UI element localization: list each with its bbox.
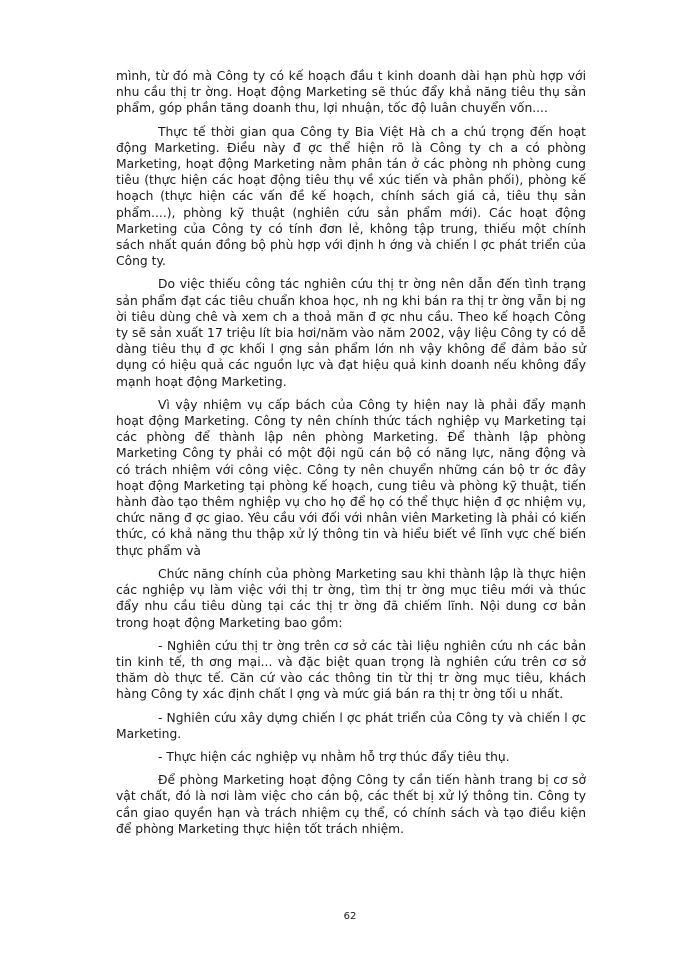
bullet-3: - Thực hiện các nghiệp vụ nhằm hỗ trợ thúc đẩy tiêu thụ. <box>158 749 510 764</box>
bullet-2: - Nghiên cứu xây dựng chiến l ợc phát triển của Công ty và chiến l ợc Marketing. <box>116 710 586 741</box>
page-number: 62 <box>343 911 357 922</box>
paragraph-1: mình, từ đó mà Công ty có kế hoạch đầu t kinh doanh dài hạn phù hợp với nhu cầu thị tr ờng. Hoạt động Marketing sẽ thúc đẩy khả năng tiêu thụ sản phẩm, góp phần tăng doanh thu, lợi nhuận, tốc độ luân chuyển vốn.... <box>116 69 586 116</box>
paragraph-3: Do việc thiếu công tác nghiên cứu thị tr ờng nên dẫn đến tình trạng sản phẩm đạt các tiêu chuẩn khoa học, nh ng khi bán ra thị tr ờng vẫn bị ng ời tiêu dùng chê và xem ch a thoả mãn đ ợc nhu cầu. Theo kế hoạch Công ty sẽ sản xuất 17 triệu lít bia hơi/năm vào năm 2002, vậy liệu Công ty có dễ dàng tiêu thụ đ ợc khối l ợng sản phẩm lớn nh vậy không để đảm bảo sử dụng có hiệu quả các nguồn lực và đạt hiệu quả kinh doanh nếu không đẩy mạnh hoạt động Marketing. <box>116 277 586 389</box>
paragraph-2: Thực tế thời gian qua Công ty Bia Việt Hà ch a chú trọng đến hoạt động Marketing. Điều này đ ợc thể hiện rõ là Công ty ch a có phòng Marketing, hoạt động Marketing nằm phân tán ở các phòng nh phòng cung tiêu (thực hiện các hoạt động tiêu thụ về xúc tiến và phân phối), phòng kế hoạch (thực hiện các vấn đề kế hoạch, chính sách giá cả, tiêu thụ sản phẩm....), phòng kỹ thuật (nghiên cứu sản phẩm mới). Các hoạt động Marketing của Công ty có tính đơn lẻ, không tập trung, thiếu một chính sách nhất quán đồng bộ phù hợp với định h ớng và chiến l ợc phát triển của Công ty. <box>116 124 586 269</box>
body-text <box>116 68 586 837</box>
paragraph-4: Vì vậy nhiệm vụ cấp bách của Công ty hiện nay là phải đẩy mạnh hoạt động Marketing. Công ty nên chính thức tách nghiệp vụ Marketing tại các phòng để thành lập nên phòng Marketing. Để thành lập phòng Marketing Công ty phải có một đội ngũ cán bộ có năng lực, năng động và có trách nhiệm với công việc. Công ty nên chuyển những cán bộ tr ớc đây hoạt động Marketing tại phòng kế hoạch, cung tiêu và phòng kỹ thuật, tiến hành đào tạo thêm nghiệp vụ cho họ để họ có thể thực hiện đ ợc nhiệm vụ, chức năng đ ợc giao. Yêu cầu với đối với nhân viên Marketing là phải có kiến thức, có khả năng thu thập xử lý thông tin và hiểu biết về lĩnh vực chế biến thực phẩm và <box>116 397 586 558</box>
paragraph-6: Để phòng Marketing hoạt động Công ty cần tiến hành trang bị cơ sở vật chất, đó là nơi làm việc cho cán bộ, các thết bị xử lý thông tin. Công ty cần giao quyền hạn và trách nhiệm cụ thể, có chính sách và tạo điều kiện để phòng Marketing thực hiện tốt trách nhiệm. <box>116 773 586 836</box>
bullet-1: - Nghiên cứu thị tr ờng trên cơ sở các tài liệu nghiên cứu nh các bản tin kinh tế, th ơng mại... và đặc biệt quan trọng là nghiên cứu trên cơ sở thăm dò thực tế. Căn cứ vào các thông tin từ thị tr ờng mục tiêu, khách hàng Công ty xác định chất l ợng và mức giá bán ra thị tr ờng tối u nhất. <box>116 638 586 702</box>
paragraph-5: Chức năng chính của phòng Marketing sau khi thành lập là thực hiện các nghiệp vụ làm việc với thị tr ờng, tìm thị tr ờng mục tiêu mới và thúc đẩy nhu cầu tiêu dùng tại các thị tr ờng đã chiếm lĩnh. Nội dung cơ bản trong hoạt động Marketing bao gồm: <box>116 566 586 630</box>
